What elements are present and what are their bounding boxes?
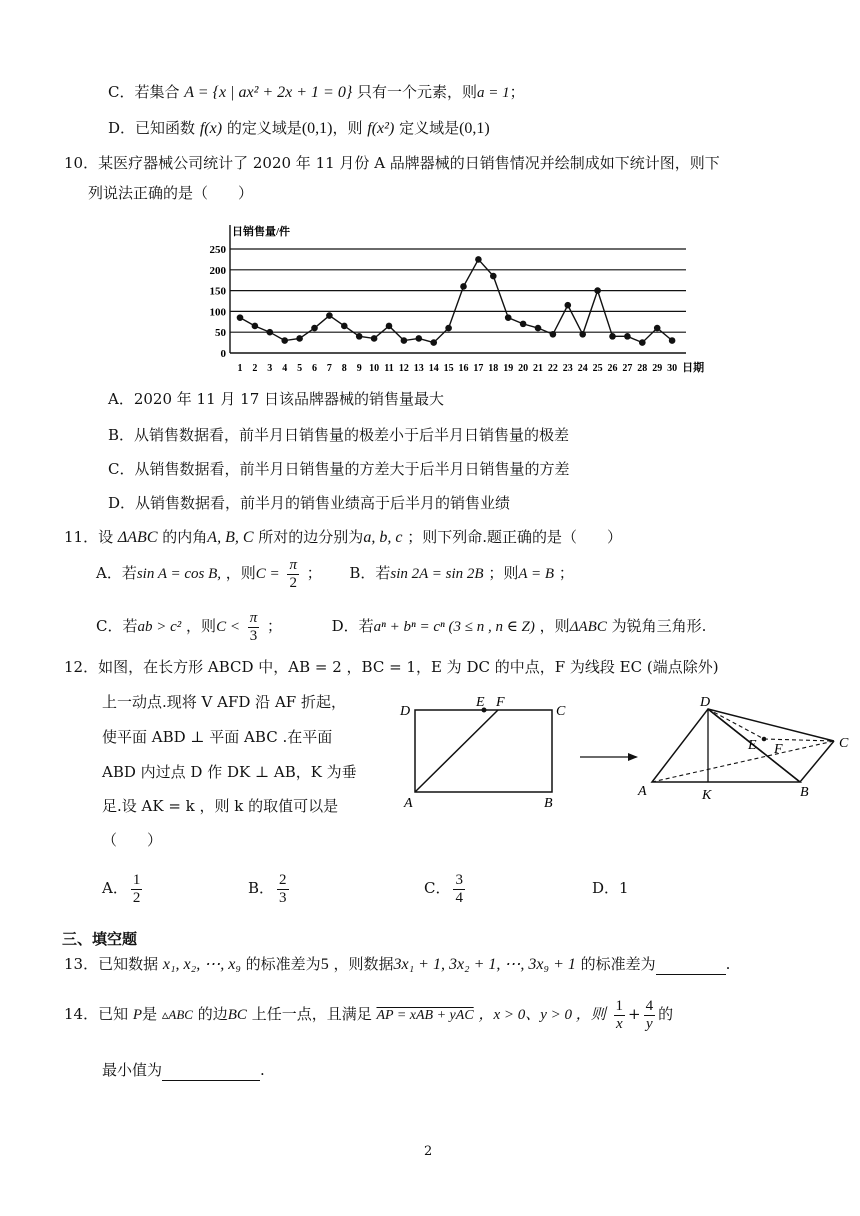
- x-tick-label-20: 20: [518, 363, 529, 374]
- rectangle-figure: [398, 692, 578, 812]
- arrow-icon: [578, 750, 640, 764]
- x-tick-label-9: 9: [356, 363, 362, 374]
- data-point-20: [520, 321, 527, 328]
- q12-stem-line6: （ ）: [102, 831, 163, 849]
- x-tick-label-4: 4: [282, 363, 288, 374]
- q10-stem-line1: 10．某医疗器械公司统计了 2020 年 11 月份 A 品牌器械的日销售情况并绘制成如下统计图，则下: [64, 154, 720, 172]
- section-heading: 三、填空题: [62, 930, 138, 948]
- x-tick-label-21: 21: [533, 363, 543, 374]
- q12-option-d: D．1: [592, 879, 629, 897]
- data-point-15: [445, 325, 452, 332]
- q10-option-b: B．从销售数据看，前半月日销售量的极差小于后半月日销售量的极差: [108, 426, 570, 444]
- x-tick-label-6: 6: [312, 363, 317, 374]
- fig1-label-e: E: [476, 695, 485, 710]
- fig1-label-f: F: [496, 695, 505, 710]
- y-tick-label-50: 50: [215, 327, 226, 340]
- data-point-12: [401, 337, 408, 344]
- q9-option-c: C．若集合 A = {x | ax² + 2x + 1 = 0} 只有一个元素，则a = 1；: [108, 83, 525, 101]
- x-tick-label-10: 10: [369, 363, 380, 374]
- y-axis-label: 日销售量/件: [232, 226, 291, 238]
- q13-stem: 13．已知数据 x₁, x₂, ⋯, x₉ 的标准差为5 ，则数据3x₁ + 1, 3x₂ + 1, ⋯, 3x₉ + 1 的标准差为 .: [64, 955, 731, 973]
- x-tick-label-12: 12: [398, 363, 409, 374]
- y-tick-label-200: 200: [209, 264, 226, 277]
- fig1-label-a: A: [404, 796, 413, 811]
- data-point-29: [654, 325, 661, 332]
- data-point-2: [252, 323, 259, 330]
- fig2-label-a: A: [638, 784, 647, 799]
- x-tick-label-5: 5: [297, 363, 303, 374]
- data-point-16: [460, 283, 467, 290]
- q12-stem-line2: 上一动点.现将 V AFD 沿 AF 折起，: [102, 693, 346, 711]
- q11-stem: 11．设 ΔABC 的内角A, B, C 所对的边分别为a, b, c ；则下列命.题正确的是（ ）: [64, 528, 622, 546]
- x-tick-label-11: 11: [384, 363, 394, 374]
- page-number: 2: [424, 1144, 433, 1159]
- y-tick-label-150: 150: [209, 285, 226, 298]
- x-tick-label-17: 17: [473, 363, 484, 374]
- fig2-label-c: C: [839, 736, 849, 751]
- data-point-10: [371, 335, 378, 342]
- x-tick-label-8: 8: [341, 363, 347, 374]
- x-tick-label-15: 15: [443, 363, 454, 374]
- data-point-14: [430, 339, 437, 346]
- data-point-17: [475, 256, 482, 263]
- q12-stem-line3: 使平面 ABD ⊥ 平面 ABC .在平面: [102, 728, 333, 746]
- data-point-5: [296, 335, 303, 342]
- data-point-23: [565, 302, 572, 309]
- fig2-label-b: B: [800, 785, 809, 800]
- y-tick-label-250: 250: [209, 244, 226, 256]
- q12-option-a: A． $\frac{1}{2}$: [102, 871, 141, 906]
- q13-answer-blank[interactable]: [656, 954, 726, 975]
- data-point-26: [609, 333, 616, 340]
- data-point-27: [624, 333, 631, 340]
- data-point-1: [237, 314, 244, 321]
- data-point-7: [326, 312, 333, 319]
- data-point-18: [490, 273, 497, 280]
- folded-figure: [634, 695, 860, 805]
- data-point-9: [356, 333, 363, 340]
- x-tick-label-3: 3: [267, 363, 273, 374]
- x-tick-label-16: 16: [458, 363, 469, 374]
- x-tick-label-23: 23: [562, 363, 573, 374]
- data-point-11: [386, 323, 393, 330]
- data-point-6: [311, 325, 318, 332]
- x-tick-label-24: 24: [577, 363, 588, 374]
- data-point-25: [594, 287, 601, 294]
- x-tick-label-26: 26: [607, 363, 618, 374]
- x-tick-label-18: 18: [488, 363, 499, 374]
- q10-option-c: C．从销售数据看，前半月日销售量的方差大于后半月日销售量的方差: [108, 460, 570, 478]
- x-axis-label: 日期: [682, 362, 705, 374]
- x-tick-label-29: 29: [652, 363, 663, 374]
- fig2-label-d: D: [700, 695, 711, 710]
- x-tick-label-1: 1: [237, 363, 243, 374]
- data-point-30: [669, 337, 676, 344]
- fig1-label-c: C: [556, 704, 566, 719]
- data-point-13: [416, 335, 423, 342]
- y-tick-label-0: 0: [220, 348, 226, 360]
- data-point-19: [505, 314, 512, 321]
- q11-options-ab: A．若sin A = cos B, ，则C = $\frac{\pi}{2}$ ； B．若sin 2A = sin 2B ；则A = B ；: [96, 556, 574, 591]
- x-tick-label-28: 28: [637, 363, 648, 374]
- data-point-22: [550, 331, 557, 338]
- q12-option-b: B． $\frac{2}{3}$: [248, 871, 287, 906]
- fig2-label-k: K: [702, 788, 712, 803]
- fig2-label-e: E: [748, 738, 757, 753]
- fig2-label-f: F: [774, 742, 783, 757]
- y-tick-label-100: 100: [209, 306, 226, 319]
- q11-options-cd: C．若ab > c² ，则C < $\frac{\pi}{3}$ ； D．若aⁿ + bⁿ = cⁿ (3 ≤ n , n ∈ Z) ，则ΔABC 为锐角三角形.: [96, 609, 707, 644]
- data-point-24: [579, 331, 586, 338]
- x-tick-label-27: 27: [622, 363, 633, 374]
- q10-stem-line2: 列说法正确的是（ ）: [88, 184, 254, 202]
- data-point-21: [535, 325, 542, 332]
- data-point-8: [341, 323, 348, 330]
- q14-answer-blank[interactable]: [162, 1060, 260, 1081]
- x-tick-label-25: 25: [592, 363, 603, 374]
- q9-option-d: D．已知函数 f(x) 的定义域是(0,1)，则 f(x²) 定义域是(0,1): [108, 119, 490, 137]
- fig1-label-d: D: [400, 704, 411, 719]
- q14-stem: 14．已知 P是 ▵ABC 的边BC 上任一点，且满足 AP = xAB + yAC ，x > 0、y > 0 ，则 $\frac{1}{x}$ + $\frac{4}{y}$ 的: [64, 997, 674, 1032]
- x-tick-label-14: 14: [428, 363, 439, 374]
- q12-stem-line5: 足.设 AK = k ，则 k 的取值可以是: [102, 797, 339, 815]
- q10-option-d: D．从销售数据看，前半月的销售业绩高于后半月的销售业绩: [108, 494, 511, 512]
- data-point-28: [639, 339, 646, 346]
- q14-answer-line: 最小值为 .: [102, 1061, 265, 1079]
- x-tick-label-30: 30: [667, 363, 678, 374]
- x-tick-label-22: 22: [547, 363, 558, 374]
- fig1-label-b: B: [544, 796, 553, 811]
- x-tick-label-2: 2: [252, 363, 258, 374]
- data-point-3: [267, 329, 274, 336]
- q12-stem-line4: ABD 内过点 D 作 DK ⊥ AB，K 为垂: [102, 763, 357, 781]
- q12-stem-line1: 12．如图，在长方形 ABCD 中，AB = 2 ，BC = 1，E 为 DC 的中点，F 为线段 EC (端点除外): [64, 658, 719, 676]
- series-line: [240, 259, 672, 342]
- data-point-4: [281, 337, 288, 344]
- q12-option-c: C． $\frac{3}{4}$: [424, 871, 463, 906]
- x-tick-label-7: 7: [326, 363, 332, 374]
- sales-line-chart: [196, 218, 716, 378]
- x-tick-label-19: 19: [503, 363, 514, 374]
- x-tick-label-13: 13: [413, 363, 424, 374]
- q10-option-a: A．2020 年 11 月 17 日该品牌器械的销售量最大: [108, 390, 445, 408]
